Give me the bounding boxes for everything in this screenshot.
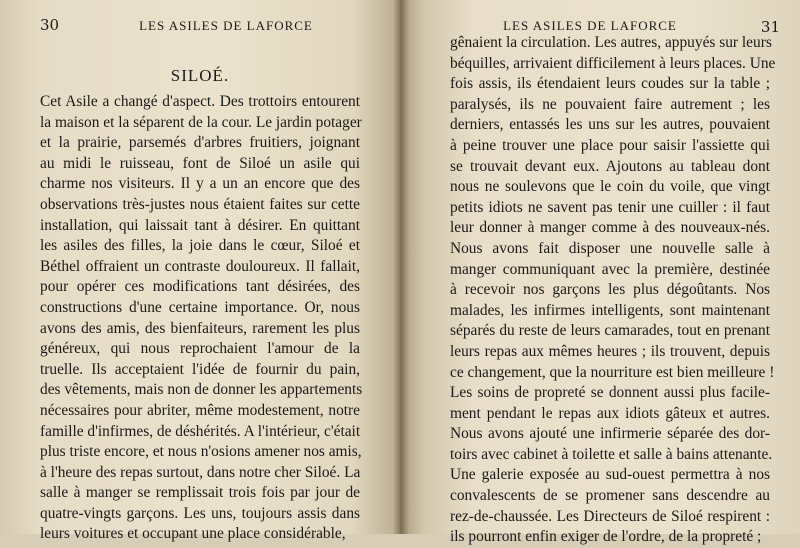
right-page xyxy=(400,0,800,546)
left-page xyxy=(0,0,400,543)
text-line: observations très-justes nous étaient faites sur cette xyxy=(40,195,360,213)
text-line: toirs avec cabinet à toilette et salle à bains attenante. xyxy=(450,445,773,463)
text-line: ils pourront enfin exiger de l'ordre, de la propreté ; xyxy=(450,528,762,546)
page-number: 30 xyxy=(40,16,60,34)
text-line: séparés du reste de leurs camarades, tout en prenant xyxy=(450,322,770,340)
text-line: ment pendant le repas aux idiots gâteux et autres. xyxy=(450,404,770,422)
text-line: nous ne soulevons que le coin du voile, que vingt xyxy=(450,178,770,196)
text-line: derniers, entassés les uns sur les autres, pouvaient xyxy=(450,116,770,134)
text-line: salle à manger se remplissait trois fois par jour de xyxy=(40,484,360,502)
text-line: ce changement, que la nourriture est bien meilleure ! xyxy=(450,363,775,381)
text-line: rez-de-chaussée. Les Directeurs de Siloé respirent : xyxy=(450,507,770,525)
text-line: au midi le ruisseau, font de Siloé un asile qui xyxy=(40,154,360,172)
right-text-block xyxy=(450,33,776,548)
text-line: à recevoir nos garçons les plus dégoûtants. Nos xyxy=(450,281,770,299)
text-line: leurs repas aux mêmes heures ; ils trouvent, depuis xyxy=(450,342,770,360)
text-line: se trouvait devant eux. Ajoutons au tableau dont xyxy=(450,157,770,175)
text-line: Nous avons fait disposer une nouvelle salle à xyxy=(450,239,770,257)
text-line: petits idiots ne savent pas tenir une cuiller : il faut xyxy=(450,198,770,216)
text-line: convalescents de se promener sans descendre au xyxy=(450,487,770,505)
book-gutter xyxy=(393,0,409,534)
text-line: charme nos visiteurs. Il y a un an encore que des xyxy=(40,175,360,193)
text-line: à peine trouver une place pour saisir l'assiette qui xyxy=(450,136,770,154)
text-line: leur donner à manger comme à des nouveaux-nés. xyxy=(450,219,770,237)
text-line: leurs voitures et occupant une place considérable, xyxy=(40,525,346,543)
text-line: paralysés, ils ne pouvaient faire autrement ; les xyxy=(450,95,770,113)
text-line: manger communiquant avec la première, destinée xyxy=(450,260,770,278)
text-line: truelle. Ils acceptaient l'idée de fournir du pain, xyxy=(40,360,360,378)
text-line: constructions d'une certaine importance. Or, nous xyxy=(40,298,360,316)
text-line: gênaient la circulation. Les autres, appuyés sur leurs xyxy=(450,34,772,51)
text-line: nécessaires pour abriter, même modestement, notre xyxy=(40,401,360,419)
text-line: à l'heure des repas surtout, dans notre cher Siloé. La xyxy=(40,463,361,481)
left-text-block xyxy=(40,92,363,545)
page-number: 31 xyxy=(760,18,780,36)
text-line: Une galerie exposée au sud-ouest permettra à nos xyxy=(450,466,770,484)
text-line: généreux, qui nous reprochaient l'amour de la xyxy=(40,340,360,358)
text-line: la maison et la séparent de la cour. Le jardin potager xyxy=(40,113,362,131)
text-line: Les soins de propreté se donnent aussi plus facile- xyxy=(450,384,770,402)
text-line: installation, qui laissait tant à désirer. En quittant xyxy=(40,216,360,234)
text-line: malades, les infirmes intelligents, sont maintenant xyxy=(450,301,770,319)
text-line: et la prairie, parsemés d'arbres fruitiers, joignant xyxy=(40,134,360,152)
running-head: LES ASILES DE LAFORCE xyxy=(139,18,313,33)
running-head: LES ASILES DE LAFORCE xyxy=(503,18,677,33)
text-line: Béthel offraient un contraste douloureux. Il fallait, xyxy=(40,257,360,275)
text-line: plus triste encore, et nous n'osions amener nos amis, xyxy=(40,443,362,461)
text-line: quatre-vingts garçons. Les uns, toujours assis dans xyxy=(40,504,360,522)
text-line: avons des amis, des bienfaiteurs, rarement les plus xyxy=(40,319,360,337)
text-line: béquilles, arrivaient difficilement à leurs places. Une xyxy=(450,54,776,72)
text-line: pour opérer ces modifications tant désirées, des xyxy=(40,278,360,296)
section-title: SILOÉ. xyxy=(170,66,230,85)
text-line: les asiles des filles, la joie dans le cœur, Siloé et xyxy=(40,237,360,255)
text-line: Nous avons ajouté une infirmerie séparée des dor- xyxy=(450,425,770,443)
text-line: Cet Asile a changé d'aspect. Des trottoirs entourent xyxy=(40,93,360,110)
text-line: fois assis, ils étendaient leurs coudes sur la table ; xyxy=(450,75,770,93)
text-line: des vêtements, mais non de donner les appartements xyxy=(40,381,363,399)
text-line: famille d'infirmes, de déshérités. A l'intérieur, c'était xyxy=(40,422,361,440)
